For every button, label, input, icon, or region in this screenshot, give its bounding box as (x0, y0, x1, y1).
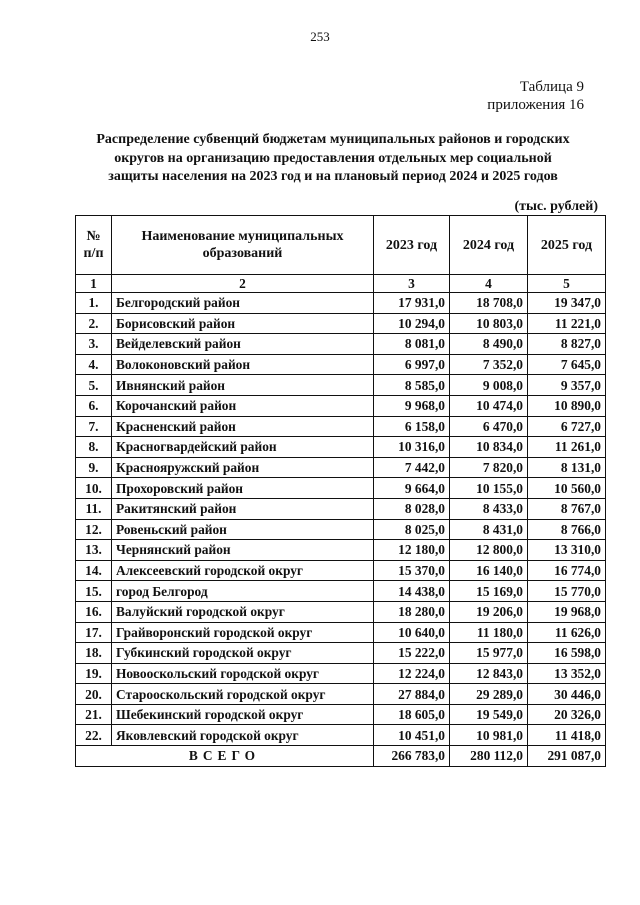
row-value-2024: 12 800,0 (450, 540, 528, 561)
row-value-2025: 11 221,0 (528, 313, 606, 334)
row-value-2025: 20 326,0 (528, 704, 606, 725)
row-value-2023: 18 280,0 (374, 601, 450, 622)
row-municipality-name: Ровеньский район (112, 519, 374, 540)
header-2024: 2024 год (450, 216, 528, 275)
row-municipality-name: Новооскольский городской округ (112, 663, 374, 684)
table-row (76, 704, 606, 725)
row-number: 9. (76, 457, 112, 478)
column-index-cell: 2 (112, 275, 374, 293)
row-number: 21. (76, 704, 112, 725)
row-municipality-name: Яковлевский городской округ (112, 725, 374, 746)
row-number: 15. (76, 581, 112, 602)
row-number: 6. (76, 395, 112, 416)
row-value-2025: 11 626,0 (528, 622, 606, 643)
row-value-2023: 7 442,0 (374, 457, 450, 478)
table-caption-line-1: Таблица 9 (519, 79, 584, 95)
row-value-2024: 8 431,0 (450, 519, 528, 540)
table-row (76, 375, 606, 396)
header-name-line-1: Наименование муниципальных (141, 229, 344, 244)
subsidy-table (75, 215, 606, 767)
row-value-2025: 7 645,0 (528, 354, 606, 375)
row-value-2025: 11 418,0 (528, 725, 606, 746)
row-number: 11. (76, 498, 112, 519)
row-value-2025: 10 890,0 (528, 395, 606, 416)
row-number: 16. (76, 601, 112, 622)
row-value-2023: 10 451,0 (374, 725, 450, 746)
row-value-2024: 10 834,0 (450, 437, 528, 458)
row-value-2024: 10 155,0 (450, 478, 528, 499)
table-row (76, 457, 606, 478)
row-value-2023: 12 224,0 (374, 663, 450, 684)
row-number: 8. (76, 437, 112, 458)
row-number: 10. (76, 478, 112, 499)
row-value-2023: 27 884,0 (374, 684, 450, 705)
table-row (76, 643, 606, 664)
row-number: 20. (76, 684, 112, 705)
document-title (50, 131, 616, 187)
total-label: ВСЕГО (76, 746, 374, 767)
header-number-line-2: п/п (83, 246, 104, 261)
column-index-cell: 1 (76, 275, 112, 293)
row-municipality-name: Валуйский городской округ (112, 601, 374, 622)
row-value-2024: 11 180,0 (450, 622, 528, 643)
row-value-2024: 16 140,0 (450, 560, 528, 581)
title-line-3: защиты населения на 2023 год и на плановый период 2024 и 2025 годов (108, 169, 558, 184)
row-number: 3. (76, 334, 112, 355)
row-number: 14. (76, 560, 112, 581)
table-row (76, 293, 606, 314)
row-municipality-name: Прохоровский район (112, 478, 374, 499)
row-value-2023: 9 968,0 (374, 395, 450, 416)
header-name-line-2: образований (202, 246, 283, 261)
table-row (76, 334, 606, 355)
row-number: 2. (76, 313, 112, 334)
row-value-2025: 16 598,0 (528, 643, 606, 664)
row-municipality-name: Губкинский городской округ (112, 643, 374, 664)
row-municipality-name: Красненский район (112, 416, 374, 437)
row-value-2025: 6 727,0 (528, 416, 606, 437)
row-number: 5. (76, 375, 112, 396)
row-value-2025: 8 131,0 (528, 457, 606, 478)
row-municipality-name: Белгородский район (112, 293, 374, 314)
row-value-2024: 9 008,0 (450, 375, 528, 396)
column-index-cell: 3 (374, 275, 450, 293)
row-value-2024: 12 843,0 (450, 663, 528, 684)
row-municipality-name: Корочанский район (112, 395, 374, 416)
row-number: 19. (76, 663, 112, 684)
row-municipality-name: Вейделевский район (112, 334, 374, 355)
row-value-2025: 19 347,0 (528, 293, 606, 314)
total-value-2023: 266 783,0 (374, 746, 450, 767)
column-index-cell: 5 (528, 275, 606, 293)
row-value-2025: 10 560,0 (528, 478, 606, 499)
row-value-2024: 7 820,0 (450, 457, 528, 478)
table-row (76, 581, 606, 602)
row-value-2025: 11 261,0 (528, 437, 606, 458)
row-value-2023: 8 025,0 (374, 519, 450, 540)
table-row (76, 437, 606, 458)
row-value-2023: 10 640,0 (374, 622, 450, 643)
row-municipality-name: Ивнянский район (112, 375, 374, 396)
row-value-2025: 13 310,0 (528, 540, 606, 561)
row-municipality-name: Краснояружский район (112, 457, 374, 478)
row-value-2024: 10 474,0 (450, 395, 528, 416)
row-value-2023: 8 585,0 (374, 375, 450, 396)
table-row (76, 354, 606, 375)
row-municipality-name: Ракитянский район (112, 498, 374, 519)
row-value-2024: 7 352,0 (450, 354, 528, 375)
row-value-2023: 10 316,0 (374, 437, 450, 458)
row-value-2023: 10 294,0 (374, 313, 450, 334)
row-number: 17. (76, 622, 112, 643)
row-value-2025: 30 446,0 (528, 684, 606, 705)
table-row (76, 725, 606, 746)
row-municipality-name: Борисовский район (112, 313, 374, 334)
row-value-2023: 15 222,0 (374, 643, 450, 664)
total-value-2024: 280 112,0 (450, 746, 528, 767)
row-municipality-name: Грайворонский городской округ (112, 622, 374, 643)
row-value-2023: 17 931,0 (374, 293, 450, 314)
row-value-2025: 9 357,0 (528, 375, 606, 396)
table-row (76, 601, 606, 622)
row-value-2023: 9 664,0 (374, 478, 450, 499)
row-value-2024: 29 289,0 (450, 684, 528, 705)
row-number: 13. (76, 540, 112, 561)
table-row (76, 519, 606, 540)
row-value-2024: 8 490,0 (450, 334, 528, 355)
table-row (76, 684, 606, 705)
row-number: 7. (76, 416, 112, 437)
row-value-2023: 6 997,0 (374, 354, 450, 375)
units-label: (тыс. рублей) (514, 199, 598, 214)
row-value-2024: 19 549,0 (450, 704, 528, 725)
row-value-2024: 15 169,0 (450, 581, 528, 602)
row-municipality-name: Алексеевский городской округ (112, 560, 374, 581)
row-municipality-name: Красногвардейский район (112, 437, 374, 458)
total-row (76, 746, 606, 767)
row-value-2025: 8 767,0 (528, 498, 606, 519)
row-value-2025: 8 766,0 (528, 519, 606, 540)
table-header-row (76, 216, 606, 275)
row-value-2025: 8 827,0 (528, 334, 606, 355)
table-row (76, 416, 606, 437)
row-value-2024: 19 206,0 (450, 601, 528, 622)
column-index-cell: 4 (450, 275, 528, 293)
row-value-2024: 15 977,0 (450, 643, 528, 664)
row-value-2023: 8 081,0 (374, 334, 450, 355)
row-municipality-name: Шебекинский городской округ (112, 704, 374, 725)
table-row (76, 478, 606, 499)
row-value-2023: 14 438,0 (374, 581, 450, 602)
row-number: 22. (76, 725, 112, 746)
table-row (76, 395, 606, 416)
page-number: 253 (310, 29, 330, 44)
row-municipality-name: Старооскольский городской округ (112, 684, 374, 705)
row-number: 1. (76, 293, 112, 314)
header-2025: 2025 год (528, 216, 606, 275)
row-value-2025: 13 352,0 (528, 663, 606, 684)
row-value-2025: 15 770,0 (528, 581, 606, 602)
row-value-2024: 18 708,0 (450, 293, 528, 314)
row-value-2025: 16 774,0 (528, 560, 606, 581)
table-row (76, 622, 606, 643)
row-number: 18. (76, 643, 112, 664)
table-row (76, 498, 606, 519)
table-caption (487, 78, 584, 114)
row-value-2024: 10 981,0 (450, 725, 528, 746)
row-number: 12. (76, 519, 112, 540)
title-line-1: Распределение субвенций бюджетам муниципальных районов и городских (96, 132, 570, 147)
header-number (76, 216, 112, 275)
table-row (76, 313, 606, 334)
row-value-2024: 8 433,0 (450, 498, 528, 519)
header-number-line-1: № (86, 229, 101, 244)
row-municipality-name: город Белгород (112, 581, 374, 602)
header-name (112, 216, 374, 275)
row-value-2023: 8 028,0 (374, 498, 450, 519)
total-value-2025: 291 087,0 (528, 746, 606, 767)
table-row (76, 540, 606, 561)
row-value-2025: 19 968,0 (528, 601, 606, 622)
row-value-2023: 18 605,0 (374, 704, 450, 725)
column-index-row (76, 275, 606, 293)
table-row (76, 560, 606, 581)
row-value-2023: 6 158,0 (374, 416, 450, 437)
row-municipality-name: Волоконовский район (112, 354, 374, 375)
table-row (76, 663, 606, 684)
header-2023: 2023 год (374, 216, 450, 275)
row-number: 4. (76, 354, 112, 375)
row-value-2023: 12 180,0 (374, 540, 450, 561)
row-value-2024: 10 803,0 (450, 313, 528, 334)
row-value-2024: 6 470,0 (450, 416, 528, 437)
row-value-2023: 15 370,0 (374, 560, 450, 581)
row-municipality-name: Чернянский район (112, 540, 374, 561)
title-line-2: округов на организацию предоставления отдельных мер социальной (114, 150, 552, 166)
table-caption-line-2: приложения 16 (487, 97, 584, 113)
